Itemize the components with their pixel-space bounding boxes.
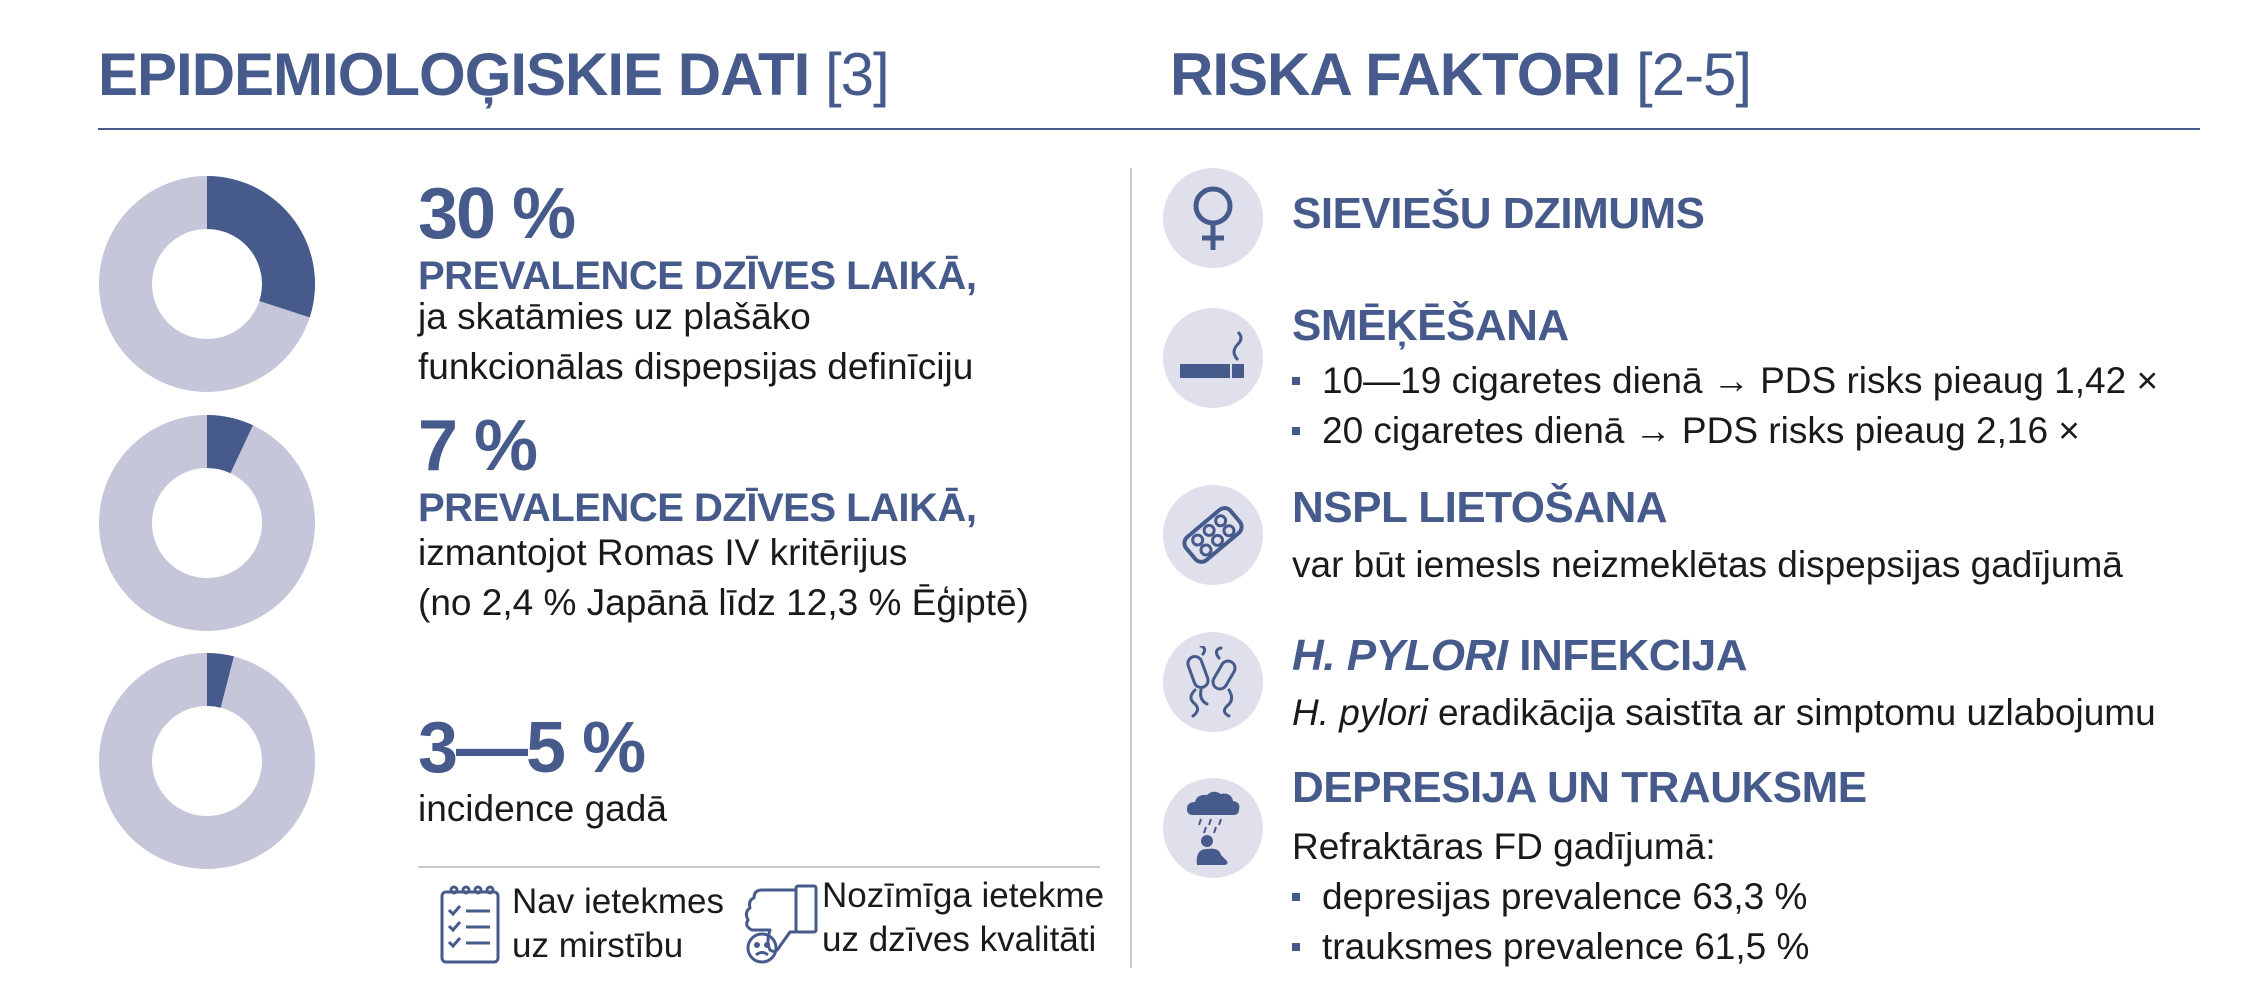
smoking-bullet-2 — [1292, 406, 2080, 456]
clipboard-checklist-icon — [438, 884, 502, 964]
depression-bullet-1-text: depresijas prevalence 63,3 % — [1322, 876, 1808, 917]
factor-icon-circle — [1163, 308, 1263, 408]
stat-description-line2: funkcionālas dispepsijas definīciju — [418, 346, 974, 387]
depression-bullet-2 — [1292, 922, 1809, 972]
factor-text-h-pylori-italic: H. pylori — [1292, 692, 1428, 733]
legend-mortality-line1: Nav ietekmes — [512, 882, 725, 921]
smoking-bullet-1 — [1292, 356, 2158, 406]
stat-value: 7 % — [418, 406, 537, 486]
depressed-person-cloud-icon — [1177, 789, 1249, 867]
stat-description-line2: (no 2,4 % Japānā līdz 12,3 % Ēģiptē) — [418, 582, 1029, 623]
stat-value: 3—5 % — [418, 708, 645, 788]
factor-title-h-pylori-rest: INFEKCIJA — [1507, 631, 1748, 680]
factor-text-h-pylori — [1292, 688, 2156, 738]
factor-title-nsaid: NSPL LIETOŠANA — [1292, 483, 1668, 532]
factor-icon-circle — [1163, 485, 1263, 585]
thumbs-down-sad-icon — [740, 880, 822, 966]
risk-factors-heading — [1170, 40, 1751, 109]
donut-chart-7-percent — [98, 414, 316, 632]
factor-icon-circle — [1163, 778, 1263, 878]
factor-icon-circle — [1163, 632, 1263, 732]
factor-title-female-sex: SIEVIEŠU DZIMUMS — [1292, 189, 1705, 238]
female-symbol-icon — [1183, 182, 1243, 254]
risk-factors-heading-text: RISKA FAKTORI — [1170, 41, 1621, 108]
donut-segment — [207, 176, 315, 317]
bacteria-icon — [1177, 646, 1249, 718]
factor-title-h-pylori — [1292, 632, 1747, 680]
factor-title-depression-anxiety: DEPRESIJA UN TRAUKSME — [1292, 763, 1867, 812]
factor-title-h-pylori-italic: H. PYLORI — [1292, 631, 1508, 680]
risk-factors-heading-ref: [2-5] — [1636, 41, 1752, 108]
factor-text-h-pylori-rest: eradikācija saistīta ar simptomu uzlabojumu — [1427, 692, 2156, 733]
depression-bullet-1 — [1292, 872, 1807, 922]
factor-text-depression-anxiety: Refraktāras FD gadījumā: — [1292, 826, 1716, 867]
pill-blister-icon — [1176, 498, 1250, 572]
cigarette-icon — [1178, 328, 1248, 388]
epidemiology-heading-text: EPIDEMIOLOĢISKIE DATI — [98, 41, 810, 108]
stat-title: PREVALENCE DZĪVES LAIKĀ, — [418, 254, 977, 298]
stat-description-line1: izmantojot Romas IV kritērijus — [418, 532, 908, 573]
factor-text-nsaid: var būt iemesls neizmeklētas dispepsijas gadījumā — [1292, 544, 2123, 585]
stat-description-line1: ja skatāmies uz plašāko — [418, 296, 811, 337]
smoking-bullet-1-text: 10—19 cigaretes dienā → PDS risks pieaug 1,42 × — [1322, 360, 2159, 401]
stat-title: PREVALENCE DZĪVES LAIKĀ, — [418, 486, 977, 530]
epidemiology-heading-ref: [3] — [824, 41, 889, 108]
legend-quality-line2: uz dzīves kvalitāti — [822, 920, 1097, 959]
stat-value: 30 % — [418, 174, 575, 254]
factor-icon-circle — [1163, 168, 1263, 268]
legend-mortality-line2: uz mirstību — [512, 926, 684, 965]
legend-divider — [418, 866, 1100, 868]
smoking-bullet-2-text: 20 cigaretes dienā → PDS risks pieaug 2,16 × — [1322, 410, 2080, 451]
factor-title-smoking: SMĒĶĒŠANA — [1292, 301, 1569, 350]
donut-chart-30-percent — [98, 175, 316, 393]
stat-description-line1: incidence gadā — [418, 788, 667, 829]
header-divider — [98, 128, 2200, 130]
column-divider — [1130, 168, 1132, 968]
donut-chart-incidence — [98, 652, 316, 870]
epidemiology-heading — [98, 40, 889, 109]
legend-quality-line1: Nozīmīga ietekme — [822, 876, 1105, 915]
depression-bullet-2-text: trauksmes prevalence 61,5 % — [1322, 926, 1810, 967]
